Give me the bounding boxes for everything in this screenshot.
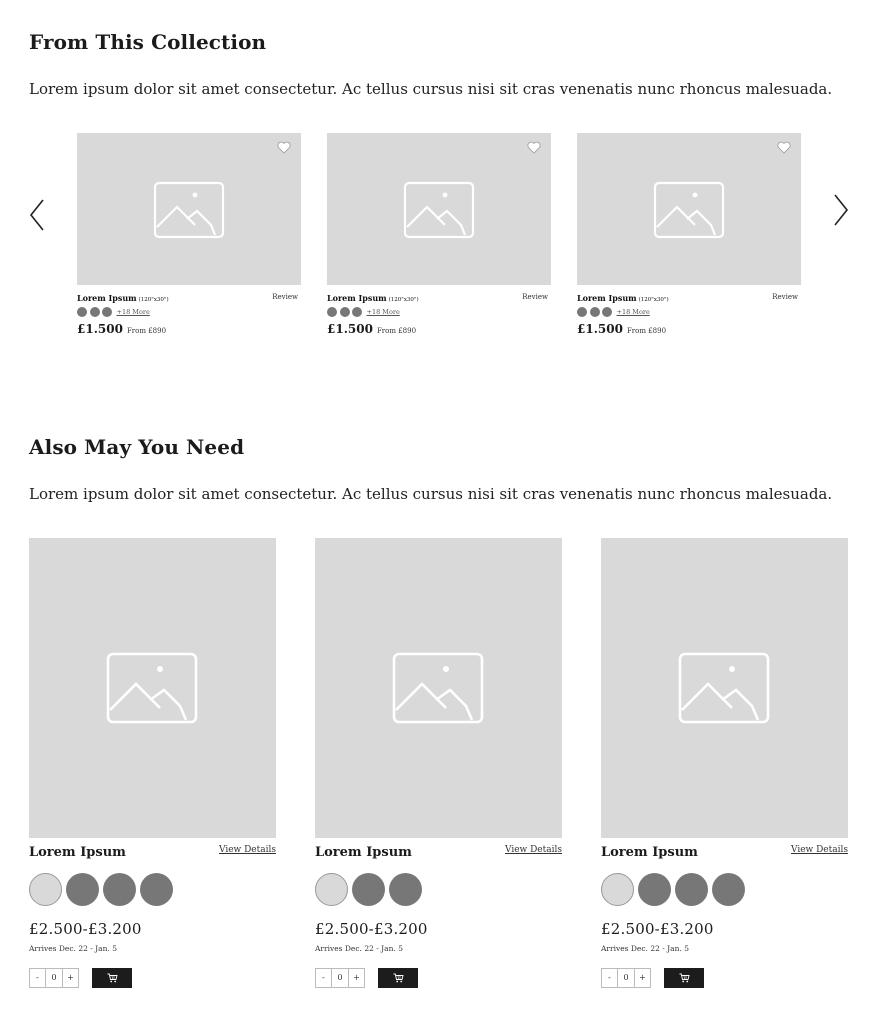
cart-icon [393, 973, 404, 983]
color-dot[interactable] [352, 307, 362, 317]
color-swatch[interactable] [712, 873, 745, 906]
image-placeholder-icon [653, 181, 725, 239]
color-dot[interactable] [327, 307, 337, 317]
quantity-stepper [315, 968, 365, 988]
color-dot[interactable] [90, 307, 100, 317]
quantity-value[interactable]: 0 [337, 973, 343, 982]
heart-icon[interactable] [277, 141, 291, 154]
collection-card[interactable] [327, 133, 551, 345]
image-placeholder-icon [678, 652, 770, 724]
product-card [29, 538, 276, 982]
product-price: £2.500-£3.200 [29, 920, 142, 938]
color-swatch[interactable] [638, 873, 671, 906]
color-options [77, 307, 150, 317]
price-value: £1.500 [77, 322, 123, 336]
quantity-stepper [601, 968, 651, 988]
color-swatches [601, 873, 749, 906]
color-dot[interactable] [340, 307, 350, 317]
product-price: £2.500-£3.200 [315, 920, 428, 938]
view-details-link[interactable]: View Details [504, 845, 562, 855]
cart-icon [107, 973, 118, 983]
product-image[interactable] [29, 538, 276, 838]
suggestions-title: Also May You Need [29, 435, 245, 459]
heart-icon[interactable] [777, 141, 791, 154]
chevron-right-icon [828, 190, 852, 230]
image-placeholder-icon [392, 652, 484, 724]
color-swatch[interactable] [103, 873, 136, 906]
add-to-cart-button[interactable] [378, 968, 418, 988]
product-name-text: Lorem Ipsum [77, 293, 137, 303]
collection-card[interactable] [77, 133, 301, 345]
product-image[interactable] [601, 538, 848, 838]
quantity-value[interactable]: 0 [51, 973, 57, 982]
color-swatch[interactable] [601, 873, 634, 906]
product-size: (120"x30") [388, 297, 419, 303]
collection-title: From This Collection [29, 30, 267, 54]
price-from: From £890 [376, 327, 417, 335]
color-swatch[interactable] [29, 873, 62, 906]
product-image [77, 133, 301, 285]
view-details-link[interactable]: View Details [218, 845, 276, 855]
product-name [77, 293, 169, 303]
price-value: £1.500 [577, 322, 623, 336]
more-colors-link[interactable]: +18 More [116, 308, 150, 316]
product-name: Lorem Ipsum [29, 845, 126, 860]
cart-icon [679, 973, 690, 983]
product-image [327, 133, 551, 285]
product-name-text: Lorem Ipsum [577, 293, 637, 303]
delivery-estimate: Arrives Dec. 22 - Jan. 5 [315, 944, 404, 953]
product-card [315, 538, 562, 982]
collection-description: Lorem ipsum dolor sit amet consectetur. Ac tellus cursus nisi sit cras venenatis nunc rhoncus malesuada. [29, 80, 833, 98]
view-details-link[interactable]: View Details [790, 845, 848, 855]
quantity-increase-button[interactable]: + [348, 969, 364, 987]
color-dot[interactable] [590, 307, 600, 317]
price-from: From £890 [126, 327, 167, 335]
color-options [327, 307, 400, 317]
delivery-estimate: Arrives Dec. 22 - Jan. 5 [601, 944, 690, 953]
price-from: From £890 [626, 327, 667, 335]
product-name: Lorem Ipsum [315, 845, 412, 860]
quantity-increase-button[interactable]: + [62, 969, 78, 987]
product-size: (120"x30") [138, 297, 169, 303]
add-to-cart-button[interactable] [92, 968, 132, 988]
color-dot[interactable] [77, 307, 87, 317]
product-name: Lorem Ipsum [601, 845, 698, 860]
product-name [577, 293, 669, 303]
color-dot[interactable] [577, 307, 587, 317]
more-colors-link[interactable]: +18 More [616, 308, 650, 316]
color-swatch[interactable] [66, 873, 99, 906]
product-price [577, 322, 666, 336]
quantity-decrease-button[interactable]: - [602, 969, 618, 987]
color-dot[interactable] [102, 307, 112, 317]
image-placeholder-icon [153, 181, 225, 239]
product-card [601, 538, 848, 982]
color-swatch[interactable] [389, 873, 422, 906]
review-link[interactable]: Review [522, 293, 548, 301]
carousel-prev-button[interactable] [26, 195, 50, 235]
purchase-actions [29, 968, 132, 988]
product-image[interactable] [315, 538, 562, 838]
chevron-left-icon [26, 195, 50, 235]
more-colors-link[interactable]: +18 More [366, 308, 400, 316]
product-price: £2.500-£3.200 [601, 920, 714, 938]
quantity-increase-button[interactable]: + [634, 969, 650, 987]
carousel-next-button[interactable] [828, 190, 852, 230]
color-options [577, 307, 650, 317]
product-image [577, 133, 801, 285]
quantity-stepper [29, 968, 79, 988]
product-price [327, 322, 416, 336]
purchase-actions [601, 968, 704, 988]
quantity-value[interactable]: 0 [623, 973, 629, 982]
quantity-decrease-button[interactable]: - [30, 969, 46, 987]
review-link[interactable]: Review [272, 293, 298, 301]
product-size: (120"x30") [638, 297, 669, 303]
delivery-estimate: Arrives Dec. 22 - Jan. 5 [29, 944, 118, 953]
product-name-text: Lorem Ipsum [327, 293, 387, 303]
collection-card[interactable] [577, 133, 801, 345]
color-swatches [315, 873, 426, 906]
color-swatch[interactable] [315, 873, 348, 906]
suggestions-description: Lorem ipsum dolor sit amet consectetur. Ac tellus cursus nisi sit cras venenatis nunc rhoncus malesuada. [29, 485, 833, 503]
heart-icon[interactable] [527, 141, 541, 154]
price-value: £1.500 [327, 322, 373, 336]
add-to-cart-button[interactable] [664, 968, 704, 988]
product-price [77, 322, 166, 336]
quantity-decrease-button[interactable]: - [316, 969, 332, 987]
color-dot[interactable] [602, 307, 612, 317]
purchase-actions [315, 968, 418, 988]
color-swatch[interactable] [675, 873, 708, 906]
product-name [327, 293, 419, 303]
image-placeholder-icon [403, 181, 475, 239]
color-swatch[interactable] [352, 873, 385, 906]
color-swatches [29, 873, 177, 906]
review-link[interactable]: Review [772, 293, 798, 301]
image-placeholder-icon [106, 652, 198, 724]
color-swatch[interactable] [140, 873, 173, 906]
